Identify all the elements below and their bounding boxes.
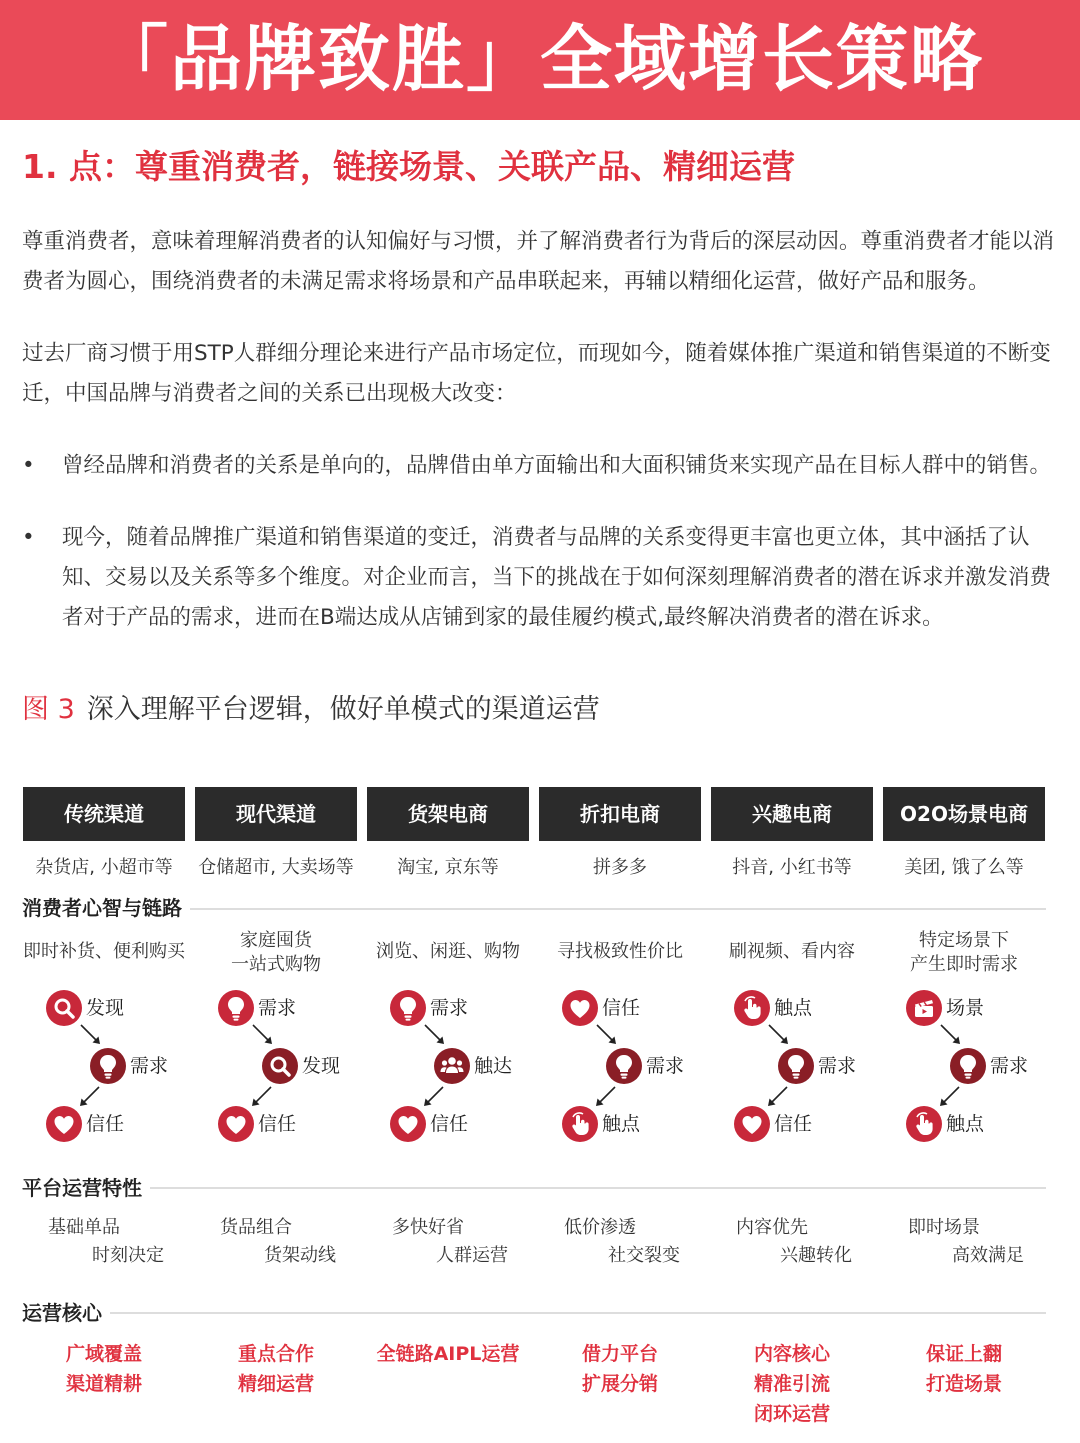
- figure-label: 图 3: [22, 694, 75, 725]
- core-line: 闭环运营: [753, 1403, 830, 1425]
- channel-header: 兴趣电商: [711, 787, 873, 841]
- people-icon: [434, 1048, 470, 1084]
- channel-examples: 杂货店, 小超市等: [35, 857, 173, 878]
- arrow-icon: [766, 1022, 792, 1052]
- channel-header: O2O场景电商: [883, 787, 1045, 841]
- title-banner: [0, 0, 1080, 120]
- path-node-label: 信任: [86, 1113, 125, 1135]
- row-label-core: 运营核心: [22, 1298, 110, 1328]
- core-line: 渠道精耕: [65, 1373, 142, 1395]
- core-line: 全链路AIPL运营: [376, 1343, 520, 1365]
- consumer-mindset: [18, 940, 190, 964]
- platform-feature: 社交裂变: [608, 1245, 680, 1266]
- platform-feature: 基础单品: [48, 1217, 120, 1238]
- path-node-label: 信任: [602, 997, 641, 1019]
- path-node-label: 需求: [430, 997, 469, 1019]
- core-line: 借力平台: [581, 1343, 658, 1365]
- core-line: 精细运营: [237, 1373, 314, 1395]
- operation-core: [706, 1339, 878, 1429]
- path-node-label: 信任: [430, 1113, 469, 1135]
- arrow-icon: [248, 1084, 274, 1114]
- channel-header: 现代渠道: [195, 787, 357, 841]
- channel-header: 传统渠道: [23, 787, 185, 841]
- channel-header: 货架电商: [367, 787, 529, 841]
- search-icon: [262, 1048, 298, 1084]
- bulb-icon: [90, 1048, 126, 1084]
- mindset-line: 特定场景下: [919, 930, 1009, 951]
- paragraph-2: 过去厂商习惯于用STP人群细分理论来进行产品市场定位，而现如今，随着媒体推广渠道和销售渠道的不断变迁，中国品牌与消费者之间的关系已出现极大改变：: [22, 341, 1051, 406]
- platform-feature: 兴趣转化: [780, 1245, 852, 1266]
- path-node-label: 触点: [602, 1113, 641, 1135]
- arrow-icon: [250, 1022, 276, 1052]
- path-node-label: 发现: [302, 1055, 341, 1077]
- page-title: 「品牌致胜」全域增长策略: [95, 17, 984, 101]
- path-node-label: 需求: [818, 1055, 857, 1077]
- clapper-icon: [906, 990, 942, 1026]
- core-line: 重点合作: [237, 1343, 314, 1365]
- figure-title: 深入理解平台逻辑，做好单模式的渠道运营: [86, 694, 600, 725]
- operation-core: [190, 1339, 362, 1399]
- core-line: 广域覆盖: [65, 1343, 142, 1365]
- bullet-text: 曾经品牌和消费者的关系是单向的，品牌借由单方面输出和大面积铺货来实现产品在目标人群中的销售。: [62, 453, 1052, 478]
- core-line: 扩展分销: [581, 1373, 658, 1395]
- platform-feature: 人群运营: [436, 1245, 508, 1266]
- arrow-icon: [422, 1022, 448, 1052]
- channel-examples: 仓储超市, 大卖场等: [198, 857, 354, 878]
- arrow-icon: [78, 1022, 104, 1052]
- arrow-icon: [420, 1084, 446, 1114]
- operation-core: [878, 1339, 1050, 1399]
- platform-feature: 货架动线: [264, 1245, 336, 1266]
- consumer-mindset: [190, 929, 362, 977]
- figure-caption: [22, 690, 600, 730]
- path-node-label: 需求: [258, 997, 297, 1019]
- mindset-line: 即时补货、便利购买: [23, 941, 185, 962]
- channel-examples: 美团, 饿了么等: [904, 857, 1024, 878]
- section-heading: 1. 点：尊重消费者，链接场景、关联产品、精细运营: [22, 147, 795, 186]
- arrow-icon: [594, 1022, 620, 1052]
- consumer-mindset: [534, 940, 706, 964]
- operation-core: [362, 1339, 534, 1369]
- path-node-label: 发现: [86, 997, 125, 1019]
- operation-core: [534, 1339, 706, 1399]
- core-line: 精准引流: [753, 1373, 830, 1395]
- platform-feature: 时刻决定: [92, 1245, 164, 1266]
- channel-examples: 淘宝, 京东等: [397, 857, 499, 878]
- mindset-line: 寻找极致性价比: [557, 941, 683, 962]
- core-line: 打造场景: [925, 1373, 1002, 1395]
- arrow-icon: [938, 1022, 964, 1052]
- channel-header: 折扣电商: [539, 787, 701, 841]
- consumer-mindset: [362, 940, 534, 964]
- arrow-icon: [936, 1084, 962, 1114]
- bullet-text: 现今，随着品牌推广渠道和销售渠道的变迁，消费者与品牌的关系变得更丰富也更立体，其中涵括了认知、交易以及关系等多个维度。对企业而言，当下的挑战在于如何深刻理解消费者的潜在诉求并激发消费者对于产品的需求，进而在B端达成从店铺到家的最佳履约模式,最终解决消费者的潜在诉求。: [62, 525, 1052, 630]
- platform-feature: 即时场景: [908, 1217, 980, 1238]
- arrow-icon: [76, 1084, 102, 1114]
- platform-feature: 多快好省: [392, 1217, 464, 1238]
- bulb-icon: [950, 1048, 986, 1084]
- mindset-line: 产生即时需求: [910, 954, 1018, 975]
- mindset-line: 浏览、闲逛、购物: [376, 941, 520, 962]
- path-node-label: 触点: [946, 1113, 985, 1135]
- platform-feature: 货品组合: [220, 1217, 292, 1238]
- arrow-icon: [592, 1084, 618, 1114]
- core-line: 保证上翻: [925, 1343, 1002, 1365]
- path-node-label: 需求: [130, 1055, 169, 1077]
- row-divider: [22, 1187, 1046, 1189]
- row-label-mindset: 消费者心智与链路: [22, 893, 190, 923]
- bulb-icon: [606, 1048, 642, 1084]
- path-node-label: 需求: [646, 1055, 685, 1077]
- path-node-label: 信任: [258, 1113, 297, 1135]
- mindset-line: 刷视频、看内容: [729, 941, 855, 962]
- platform-feature: 低价渗透: [564, 1217, 636, 1238]
- hand-icon: [734, 990, 770, 1026]
- bulb-icon: [218, 990, 254, 1026]
- channel-examples: 抖音, 小红书等: [732, 857, 852, 878]
- row-label-platform-ops: 平台运营特性: [22, 1173, 150, 1203]
- consumer-mindset: [706, 940, 878, 964]
- heart-icon: [562, 990, 598, 1026]
- path-node-label: 触达: [474, 1055, 513, 1077]
- consumer-mindset: [878, 929, 1050, 977]
- platform-feature: 高效满足: [952, 1245, 1024, 1266]
- mindset-line: 一站式购物: [231, 954, 321, 975]
- bulb-icon: [390, 990, 426, 1026]
- row-divider: [22, 1312, 1046, 1314]
- search-icon: [46, 990, 82, 1026]
- path-node-label: 信任: [774, 1113, 813, 1135]
- paragraph-1: 尊重消费者，意味着理解消费者的认知偏好与习惯，并了解消费者行为背后的深层动因。尊重消费者才能以消费者为圆心，围绕消费者的未满足需求将场景和产品串联起来，再辅以精细化运营，做好产品和服务。: [22, 229, 1055, 294]
- channel-examples: 拼多多: [593, 857, 647, 878]
- platform-feature: 内容优先: [736, 1217, 808, 1238]
- path-node-label: 需求: [990, 1055, 1029, 1077]
- bullet-dot: •: [22, 525, 35, 550]
- path-node-label: 场景: [946, 997, 985, 1019]
- mindset-line: 家庭囤货: [240, 930, 312, 951]
- operation-core: [18, 1339, 190, 1399]
- bullet-dot: •: [22, 453, 35, 478]
- arrow-icon: [764, 1084, 790, 1114]
- path-node-label: 触点: [774, 997, 813, 1019]
- bulb-icon: [778, 1048, 814, 1084]
- core-line: 内容核心: [753, 1343, 830, 1365]
